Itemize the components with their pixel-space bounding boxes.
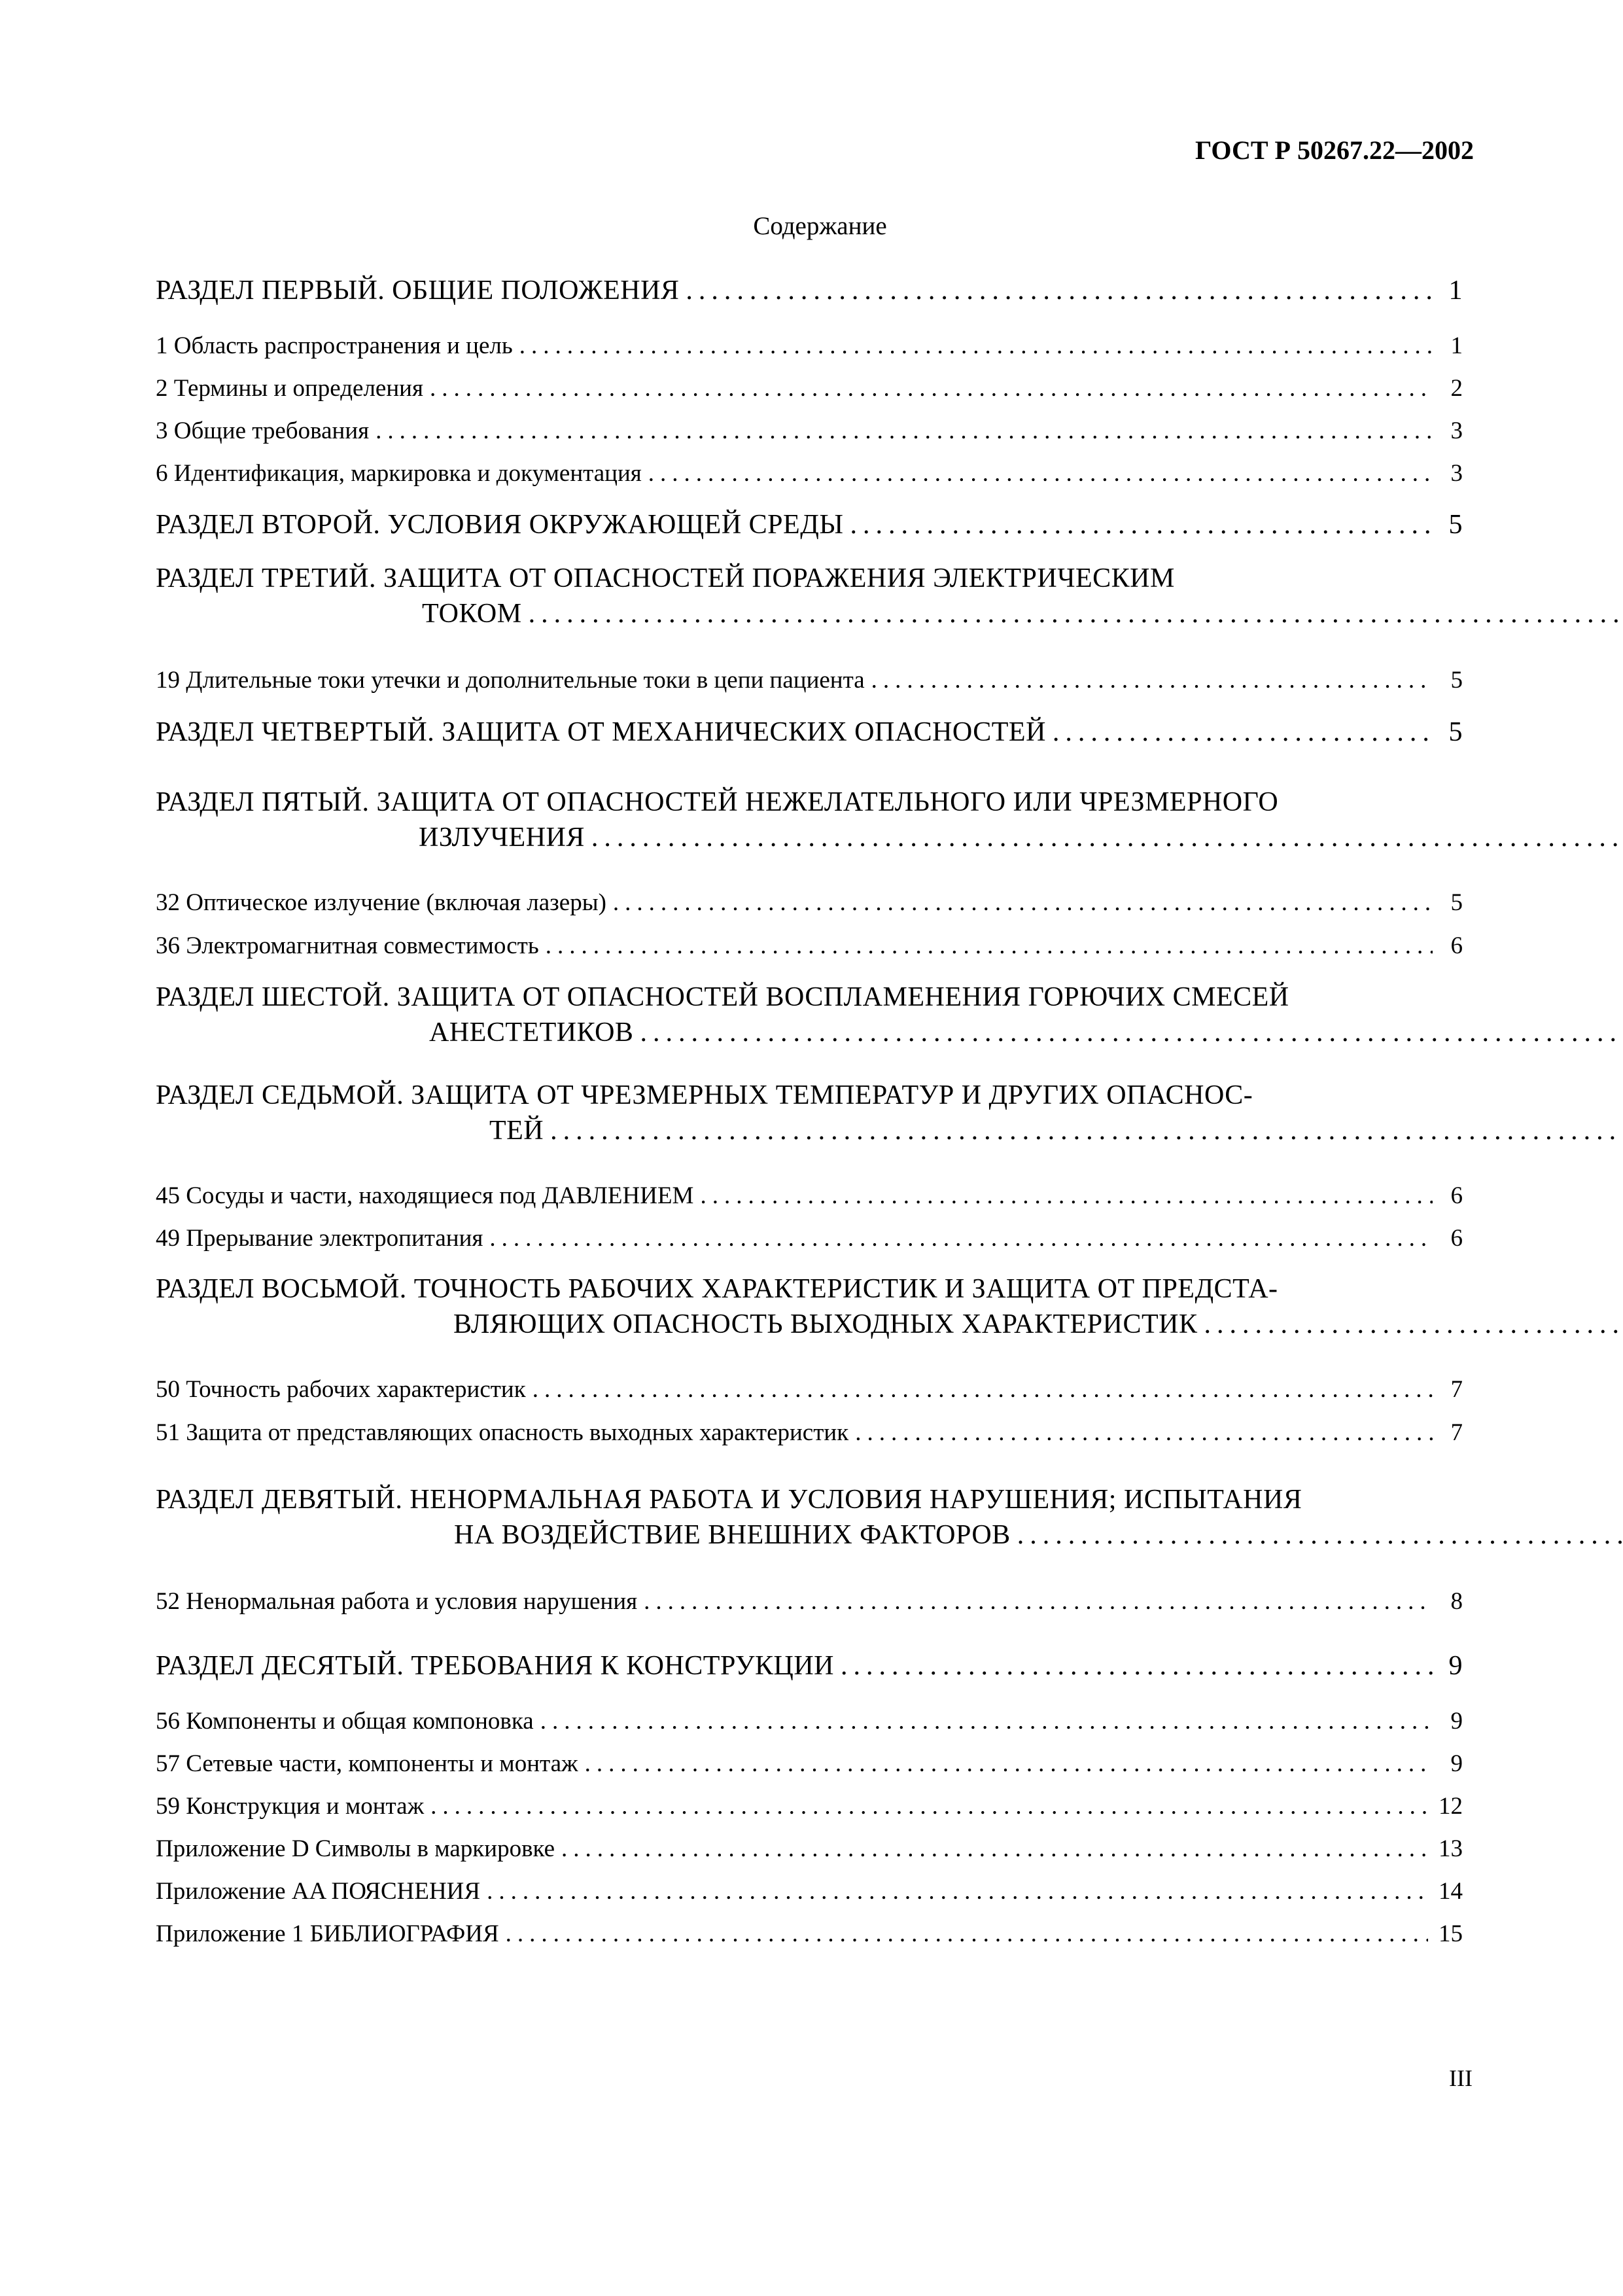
toc-section: [156, 981, 1463, 1048]
toc-row: [156, 374, 1463, 402]
toc-item: [156, 1224, 1463, 1252]
toc-row: [156, 1115, 1623, 1146]
toc-page-number: 2: [1450, 375, 1463, 402]
toc-row: [156, 1835, 1463, 1863]
dot-leader: [550, 1115, 1623, 1146]
dot-leader: [430, 374, 1433, 402]
toc-page-number: 12: [1439, 1793, 1463, 1820]
toc-page-number: 1: [1448, 275, 1463, 306]
toc-item: [156, 1835, 1463, 1863]
toc-section: [156, 1484, 1463, 1551]
dot-leader: [540, 1707, 1433, 1735]
toc-row: [156, 1792, 1463, 1820]
dot-leader: [640, 1017, 1623, 1048]
toc-title: Содержание: [753, 212, 887, 240]
toc-section-line1: РАЗДЕЛ ПЯТЫЙ. ЗАЩИТА ОТ ОПАСНОСТЕЙ НЕЖЕЛАТЕЛЬНОГО ИЛИ ЧРЕЗМЕРНОГО: [156, 787, 1279, 817]
toc-page-number: 8: [1450, 1588, 1463, 1615]
toc-page-number: 6: [1450, 1182, 1463, 1209]
dot-leader: [561, 1835, 1428, 1863]
toc-item: [156, 1750, 1463, 1778]
toc-page-number: 3: [1450, 460, 1463, 487]
toc-page-number: 6: [1450, 932, 1463, 959]
toc-row: [156, 1375, 1463, 1404]
toc-row: [156, 1650, 1463, 1682]
dot-leader: [375, 417, 1433, 445]
toc-item: [156, 1419, 1463, 1447]
dot-leader: [686, 275, 1433, 306]
dot-leader: [591, 822, 1623, 853]
dot-leader: [1053, 716, 1433, 748]
toc-entry-text: РАЗДЕЛ ПЕРВЫЙ. ОБЩИЕ ПОЛОЖЕНИЯ: [156, 275, 680, 306]
toc-section-line1: РАЗДЕЛ ТРЕТИЙ. ЗАЩИТА ОТ ОПАСНОСТЕЙ ПОРАЖЕНИЯ ЭЛЕКТРИЧЕСКИМ: [156, 563, 1175, 593]
toc-item: [156, 932, 1463, 960]
toc-item: [156, 666, 1463, 694]
toc-entry-text: 57 Сетевые части, компоненты и монтаж: [156, 1750, 578, 1777]
dot-leader: [613, 889, 1433, 917]
toc-row: [156, 932, 1463, 960]
toc-row: [156, 1519, 1623, 1551]
toc-entry-text: 51 Защита от представляющих опасность выходных характеристик: [156, 1419, 849, 1446]
toc-page-number: 6: [1450, 1225, 1463, 1252]
toc-row: [156, 822, 1623, 853]
toc-item: [156, 417, 1463, 445]
toc-page-number: 9: [1448, 1651, 1463, 1681]
toc-entry-text: ИЗЛУЧЕНИЯ: [419, 822, 585, 853]
toc-row: [156, 1309, 1623, 1340]
dot-leader: [532, 1375, 1433, 1404]
toc-entry-text: 32 Оптическое излучение (включая лазеры): [156, 889, 606, 916]
toc-page-number: 5: [1450, 889, 1463, 916]
toc-item: [156, 1877, 1463, 1905]
toc-entry-text: АНЕСТЕТИКОВ: [429, 1017, 634, 1048]
toc-row: [156, 1224, 1463, 1252]
toc-entry-text: 2 Термины и определения: [156, 375, 423, 402]
dot-leader: [855, 1419, 1433, 1447]
toc-section: [156, 509, 1463, 540]
toc-page-number: 7: [1450, 1419, 1463, 1446]
toc-section: [156, 716, 1463, 748]
toc-row: [156, 1587, 1463, 1616]
toc-entry-text: ТОКОМ: [422, 599, 522, 629]
toc-row: [156, 509, 1463, 540]
dot-leader: [841, 1650, 1433, 1682]
toc-item: [156, 1587, 1463, 1616]
toc-entry-text: РАЗДЕЛ ДЕСЯТЫЙ. ТРЕБОВАНИЯ К КОНСТРУКЦИИ: [156, 1651, 835, 1681]
dot-leader: [546, 932, 1433, 960]
toc-section: [156, 1080, 1463, 1146]
toc-entry-text: ВЛЯЮЩИХ ОПАСНОСТЬ ВЫХОДНЫХ ХАРАКТЕРИСТИК: [453, 1309, 1198, 1339]
page-number: III: [1449, 2065, 1473, 2091]
dot-leader: [529, 598, 1623, 629]
toc-row: [156, 1920, 1463, 1948]
dot-leader: [519, 332, 1433, 360]
toc-entry-text: РАЗДЕЛ ВТОРОЙ. УСЛОВИЯ ОКРУЖАЮЩЕЙ СРЕДЫ: [156, 510, 844, 540]
toc-section-line1: РАЗДЕЛ ВОСЬМОЙ. ТОЧНОСТЬ РАБОЧИХ ХАРАКТЕРИСТИК И ЗАЩИТА ОТ ПРЕДСТА-: [156, 1274, 1278, 1304]
toc-row: [156, 1182, 1463, 1210]
toc-section: [156, 275, 1463, 306]
toc-page-number: 13: [1439, 1835, 1463, 1862]
toc-entry-text: 49 Прерывание электропитания: [156, 1225, 483, 1252]
toc-page-number: 3: [1450, 417, 1463, 444]
toc-item: [156, 1375, 1463, 1404]
toc-row: [156, 1877, 1463, 1905]
document-code: ГОСТ Р 50267.22—2002: [1195, 135, 1474, 165]
toc-entry-text: 3 Общие требования: [156, 417, 370, 444]
toc-row: [156, 716, 1463, 748]
toc-page-number: 15: [1439, 1920, 1463, 1947]
toc-page-number: 7: [1450, 1376, 1463, 1403]
toc-row: [156, 332, 1463, 360]
toc-entry-text: НА ВОЗДЕЙСТВИЕ ВНЕШНИХ ФАКТОРОВ: [454, 1520, 1011, 1550]
toc-section: [156, 786, 1463, 853]
toc-page-number: 14: [1439, 1878, 1463, 1905]
toc-entry-text: РАЗДЕЛ ЧЕТВЕРТЫЙ. ЗАЩИТА ОТ МЕХАНИЧЕСКИХ ОПАСНОСТЕЙ: [156, 717, 1046, 747]
dot-leader: [644, 1587, 1433, 1616]
toc-entry-text: 36 Электромагнитная совместимость: [156, 932, 539, 959]
toc-item: [156, 1792, 1463, 1820]
dot-leader: [850, 509, 1433, 540]
toc-row: [156, 598, 1623, 629]
dot-leader: [1017, 1519, 1623, 1551]
toc-entry-text: Приложение D Символы в маркировке: [156, 1835, 555, 1862]
dot-leader: [871, 666, 1433, 694]
toc-entry-text: Приложение AA ПОЯСНЕНИЯ: [156, 1878, 481, 1905]
toc-page-number: 5: [1448, 510, 1463, 540]
toc-section-line1: РАЗДЕЛ ШЕСТОЙ. ЗАЩИТА ОТ ОПАСНОСТЕЙ ВОСПЛАМЕНЕНИЯ ГОРЮЧИХ СМЕСЕЙ: [156, 982, 1289, 1012]
dot-leader: [648, 459, 1433, 487]
toc-section-line1: РАЗДЕЛ СЕДЬМОЙ. ЗАЩИТА ОТ ЧРЕЗМЕРНЫХ ТЕМПЕРАТУР И ДРУГИХ ОПАСНОС-: [156, 1080, 1253, 1110]
toc-row: [156, 1017, 1623, 1048]
dot-leader: [700, 1182, 1433, 1210]
toc-section: [156, 1650, 1463, 1682]
toc-section-line1: РАЗДЕЛ ДЕВЯТЫЙ. НЕНОРМАЛЬНАЯ РАБОТА И УСЛОВИЯ НАРУШЕНИЯ; ИСПЫТАНИЯ: [156, 1485, 1302, 1515]
toc-section: [156, 1273, 1463, 1340]
toc-row: [156, 1707, 1463, 1735]
toc-entry-text: 50 Точность рабочих характеристик: [156, 1376, 526, 1403]
toc-row: [156, 459, 1463, 487]
toc-row: [156, 1750, 1463, 1778]
dot-leader: [489, 1224, 1433, 1252]
toc-row: [156, 1419, 1463, 1447]
toc-page-number: 5: [1450, 667, 1463, 694]
dot-leader: [487, 1877, 1428, 1905]
toc-section: [156, 563, 1463, 629]
dot-leader: [1204, 1309, 1623, 1340]
toc-entry-text: 52 Ненормальная работа и условия нарушения: [156, 1588, 638, 1615]
toc-item: [156, 1920, 1463, 1948]
toc-page-number: 9: [1450, 1708, 1463, 1735]
toc-item: [156, 459, 1463, 487]
toc-entry-text: Приложение 1 БИБЛИОГРАФИЯ: [156, 1920, 499, 1947]
dot-leader: [430, 1792, 1428, 1820]
toc-item: [156, 1182, 1463, 1210]
toc-row: [156, 417, 1463, 445]
toc-row: [156, 666, 1463, 694]
dot-leader: [506, 1920, 1428, 1948]
toc-page-number: 1: [1450, 332, 1463, 359]
dot-leader: [585, 1750, 1433, 1778]
toc-row: [156, 275, 1463, 306]
toc-entry-text: 59 Конструкция и монтаж: [156, 1793, 425, 1820]
toc-row: [156, 889, 1463, 917]
toc-page-number: 5: [1448, 717, 1463, 747]
toc-entry-text: 45 Сосуды и части, находящиеся под ДАВЛЕНИЕМ: [156, 1182, 694, 1209]
toc-item: [156, 1707, 1463, 1735]
toc-item: [156, 374, 1463, 402]
toc-entry-text: 1 Область распространения и цель: [156, 332, 513, 359]
toc-entry-text: 6 Идентификация, маркировка и документация: [156, 460, 642, 487]
toc-entry-text: 56 Компоненты и общая компоновка: [156, 1708, 534, 1735]
toc-item: [156, 889, 1463, 917]
toc-entry-text: ТЕЙ: [489, 1116, 544, 1146]
toc-entry-text: 19 Длительные токи утечки и дополнительные токи в цепи пациента: [156, 667, 865, 694]
toc-page-number: 9: [1450, 1750, 1463, 1777]
toc-item: [156, 332, 1463, 360]
